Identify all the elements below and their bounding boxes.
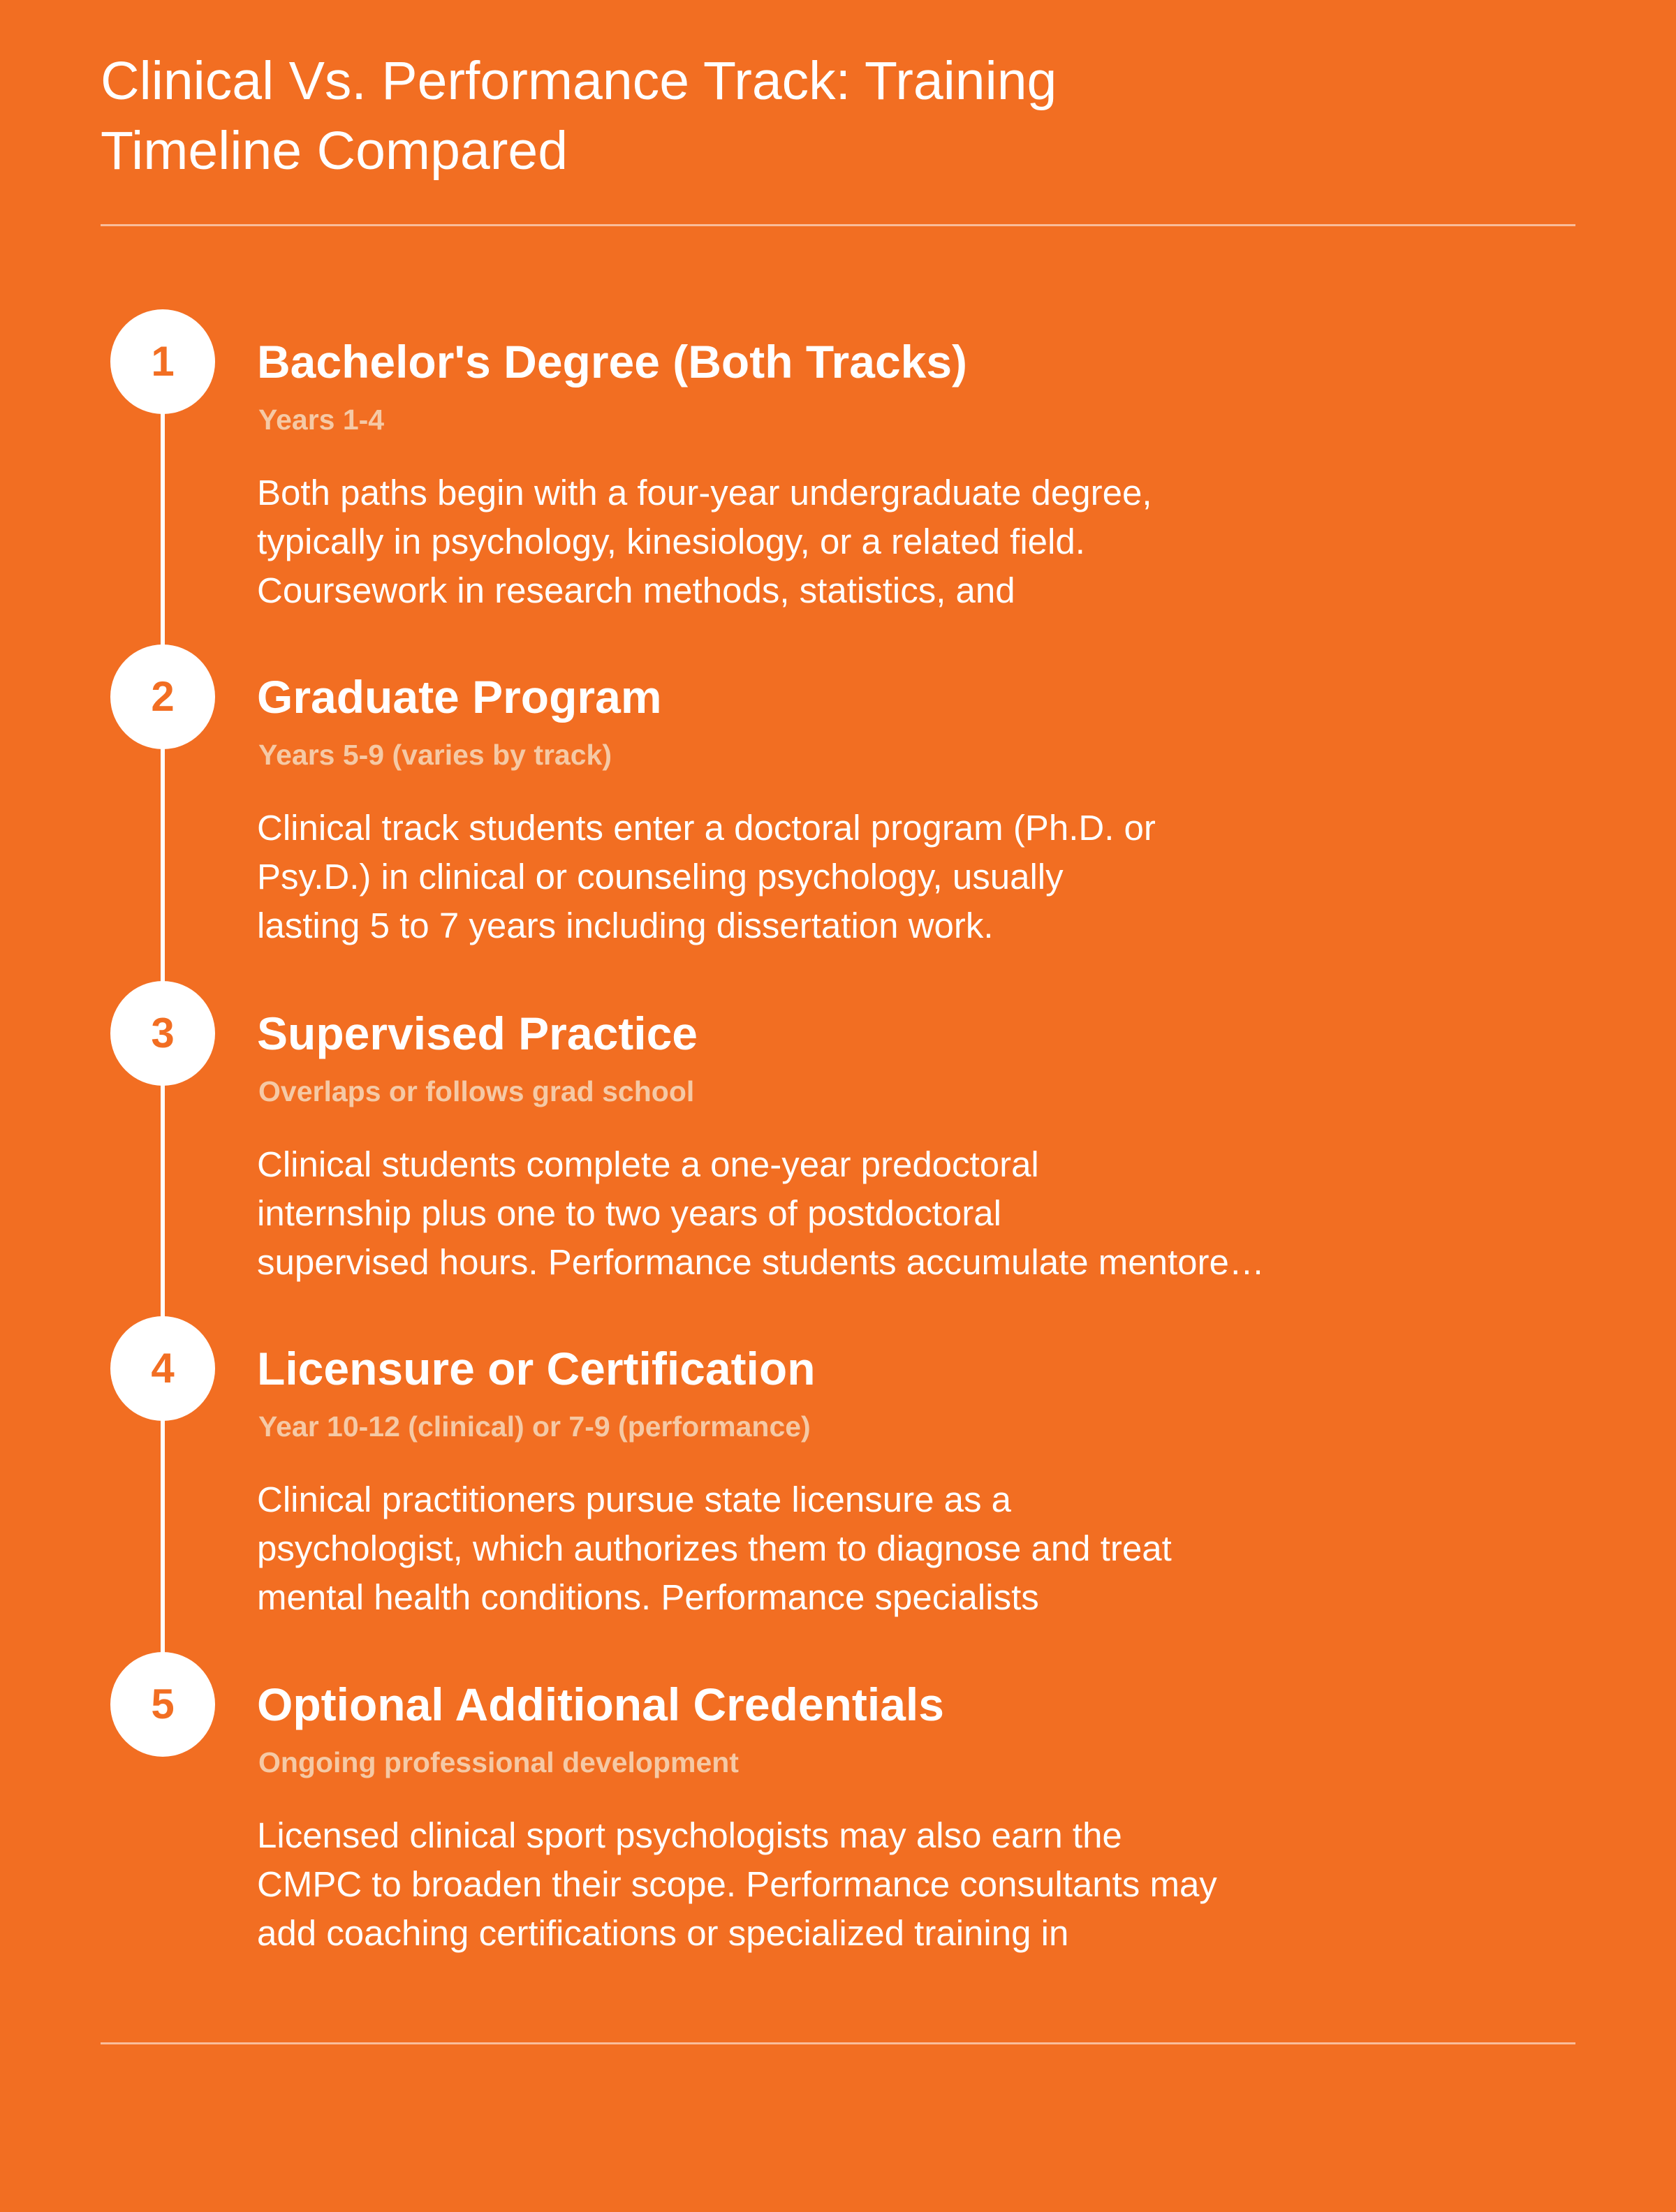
step-number-badge: 5	[110, 1652, 215, 1757]
step-number-badge: 1	[110, 309, 215, 414]
step-title: Optional Additional Credentials	[257, 1679, 944, 1730]
step-description: Clinical students complete a one-year predoctoral internship plus one to two years of postdoctoral supervised hours. Performance students accumulate mentore…	[257, 1144, 1265, 1282]
step-description: Clinical practitioners pursue state licensure as a psychologist, which authorizes them to diagnose and treat mental health conditions. Performance specialists	[257, 1480, 1172, 1617]
step-title: Supervised Practice	[257, 1008, 698, 1059]
top-divider	[101, 224, 1575, 226]
step-title: Bachelor's Degree (Both Tracks)	[257, 336, 968, 388]
step-description: Clinical track students enter a doctoral program (Ph.D. or Psy.D.) in clinical or counseling psychology, usually lasting 5 to 7 years including dissertation work.	[257, 808, 1156, 945]
step-number-badge: 4	[110, 1316, 215, 1421]
step-timeframe: Ongoing professional development	[258, 1746, 739, 1778]
step-timeframe: Years 1-4	[258, 404, 385, 436]
step-description: Both paths begin with a four-year undergraduate degree, typically in psychology, kinesiology, or a related field. Coursework in research methods, statistics, and	[257, 473, 1152, 610]
step-title: Licensure or Certification	[257, 1343, 816, 1394]
step-timeframe: Overlaps or follows grad school	[258, 1075, 695, 1107]
page-title: Clinical Vs. Performance Track: Training Timeline Compared	[101, 51, 1057, 181]
step-timeframe: Years 5-9 (varies by track)	[258, 739, 612, 771]
bottom-divider	[101, 2042, 1575, 2044]
step-description: Licensed clinical sport psychologists may also earn the CMPC to broaden their scope. Performance consultants may add coaching certifications or specialized training in	[257, 1815, 1217, 1953]
step-number-badge: 2	[110, 644, 215, 749]
step-title: Graduate Program	[257, 671, 662, 723]
step-number-badge: 3	[110, 981, 215, 1086]
step-timeframe: Year 10-12 (clinical) or 7-9 (performance)	[258, 1410, 811, 1443]
